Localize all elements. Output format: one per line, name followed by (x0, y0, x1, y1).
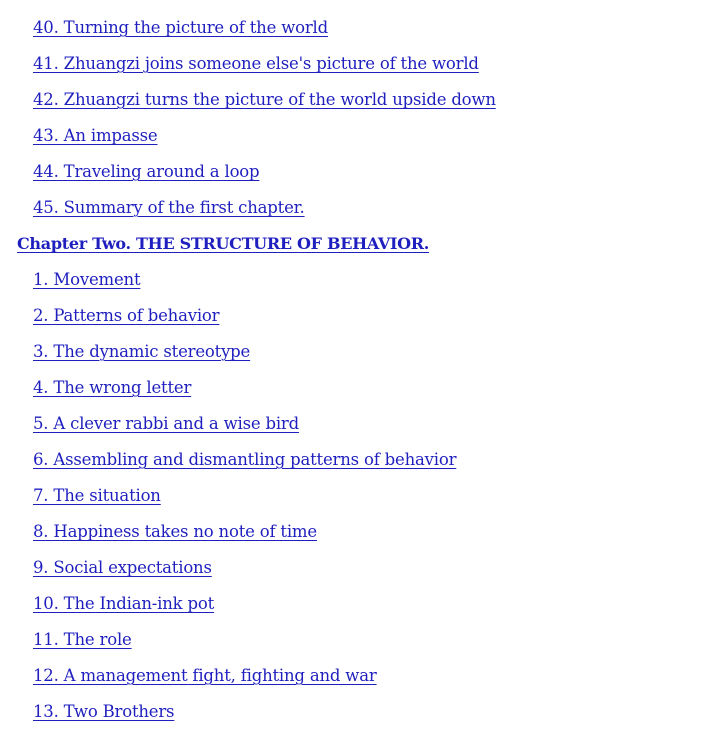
toc-link-43[interactable]: 43. An impasse (33, 126, 158, 145)
toc-link-9[interactable]: 9. Social expectations (33, 558, 212, 577)
toc-link-40[interactable]: 40. Turning the picture of the world (33, 18, 328, 37)
toc-link-8[interactable]: 8. Happiness takes no note of time (33, 522, 317, 541)
toc-link-3[interactable]: 3. The dynamic stereotype (33, 342, 251, 361)
toc-link-4[interactable]: 4. The wrong letter (33, 378, 192, 397)
toc-link-44[interactable]: 44. Traveling around a loop (33, 162, 260, 181)
toc-link-10[interactable]: 10. The Indian-ink pot (33, 594, 215, 613)
toc-link-5[interactable]: 5. A clever rabbi and a wise bird (33, 414, 299, 433)
toc-chapter-two-link[interactable]: Chapter Two. THE STRUCTURE OF BEHAVIOR. (17, 234, 430, 253)
toc-link-1[interactable]: 1. Movement (33, 270, 141, 289)
toc-link-41[interactable]: 41. Zhuangzi joins someone else's picture of the world (33, 54, 479, 73)
toc-link-11[interactable]: 11. The role (33, 630, 132, 649)
toc-link-45[interactable]: 45. Summary of the first chapter. (33, 198, 305, 217)
toc-link-2[interactable]: 2. Patterns of behavior (33, 306, 220, 325)
toc-link-13[interactable]: 13. Two Brothers (33, 702, 175, 721)
toc-link-12[interactable]: 12. A management fight, fighting and war (33, 666, 377, 685)
toc-link-6[interactable]: 6. Assembling and dismantling patterns of behavior (33, 450, 457, 469)
toc-link-7[interactable]: 7. The situation (33, 486, 161, 505)
toc-link-42[interactable]: 42. Zhuangzi turns the picture of the world upside down (33, 90, 496, 109)
